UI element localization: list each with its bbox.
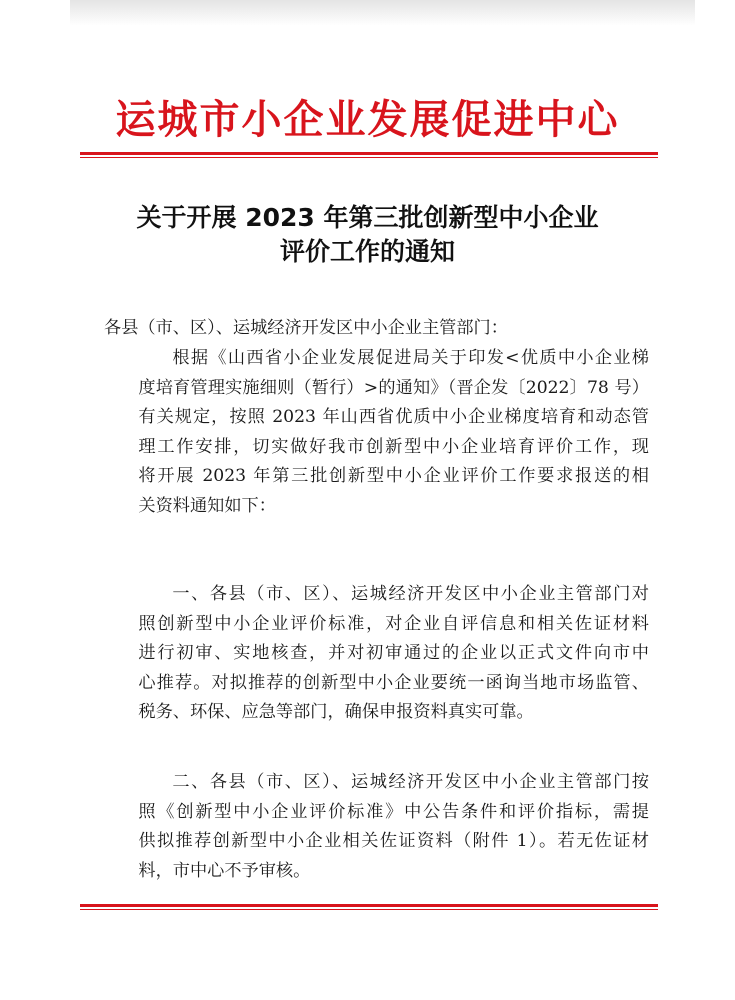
paragraph-line: 二、各县（市、区）、运城经济开发区中小企业主管部门按 — [172, 772, 649, 792]
paragraph-line: 料，市中心不予审核。 — [138, 860, 311, 881]
paragraph-line: 心推荐。对拟推荐的创新型中小企业要统一函询当地市场监管、 — [138, 672, 649, 693]
paragraph-line: 根据《山西省小企业发展促进局关于印发<优质中小企业梯 — [172, 348, 649, 368]
header-red-rule-thin — [80, 157, 658, 158]
paragraph-line: 税务、环保、应急等部门，确保申报资料真实可靠。 — [138, 702, 534, 722]
footer-red-rule — [80, 904, 658, 907]
footer-red-rule-thin — [80, 909, 658, 910]
paragraph-line: 度培育管理实施细则（暂行）>的通知》（晋企发〔2022〕78 号） — [138, 377, 649, 398]
paragraph-2 — [104, 580, 649, 728]
paragraph-line: 关资料通知如下： — [138, 495, 276, 516]
notice-title-line-1: 关于开展 2023 年第三批创新型中小企业 — [136, 203, 599, 232]
paragraph-line: 供拟推荐创新型中小企业相关佐证资料（附件 1）。若无佐证材 — [138, 831, 649, 851]
scan-edge-smudge — [70, 0, 695, 26]
paragraph-line: 进行初审、实地核查，并对初审通过的企业以正式文件向市中 — [138, 643, 649, 663]
paragraph-3 — [104, 768, 649, 886]
paragraph-1 — [104, 344, 649, 521]
organization-header: 运城市小企业发展促进中心 — [115, 97, 620, 143]
paragraph-line: 将开展 2023 年第三批创新型中小企业评价工作要求报送的相 — [138, 466, 649, 486]
paragraph-line: 照《创新型中小企业评价标准》中公告条件和评价指标，需提 — [138, 801, 649, 822]
paragraph-line: 一、各县（市、区）、运城经济开发区中小企业主管部门对 — [172, 584, 649, 604]
salutation: 各县（市、区）、运城经济开发区中小企业主管部门： — [104, 318, 508, 338]
paragraph-line: 有关规定，按照 2023 年山西省优质中小企业梯度培育和动态管 — [138, 407, 649, 427]
header-red-rule — [80, 152, 658, 155]
notice-title-line-2: 评价工作的通知 — [279, 237, 455, 266]
paragraph-line: 理工作安排，切实做好我市创新型中小企业培育评价工作，现 — [138, 436, 649, 457]
paragraph-line: 照创新型中小企业评价标准，对企业自评信息和相关佐证材料 — [138, 613, 649, 634]
